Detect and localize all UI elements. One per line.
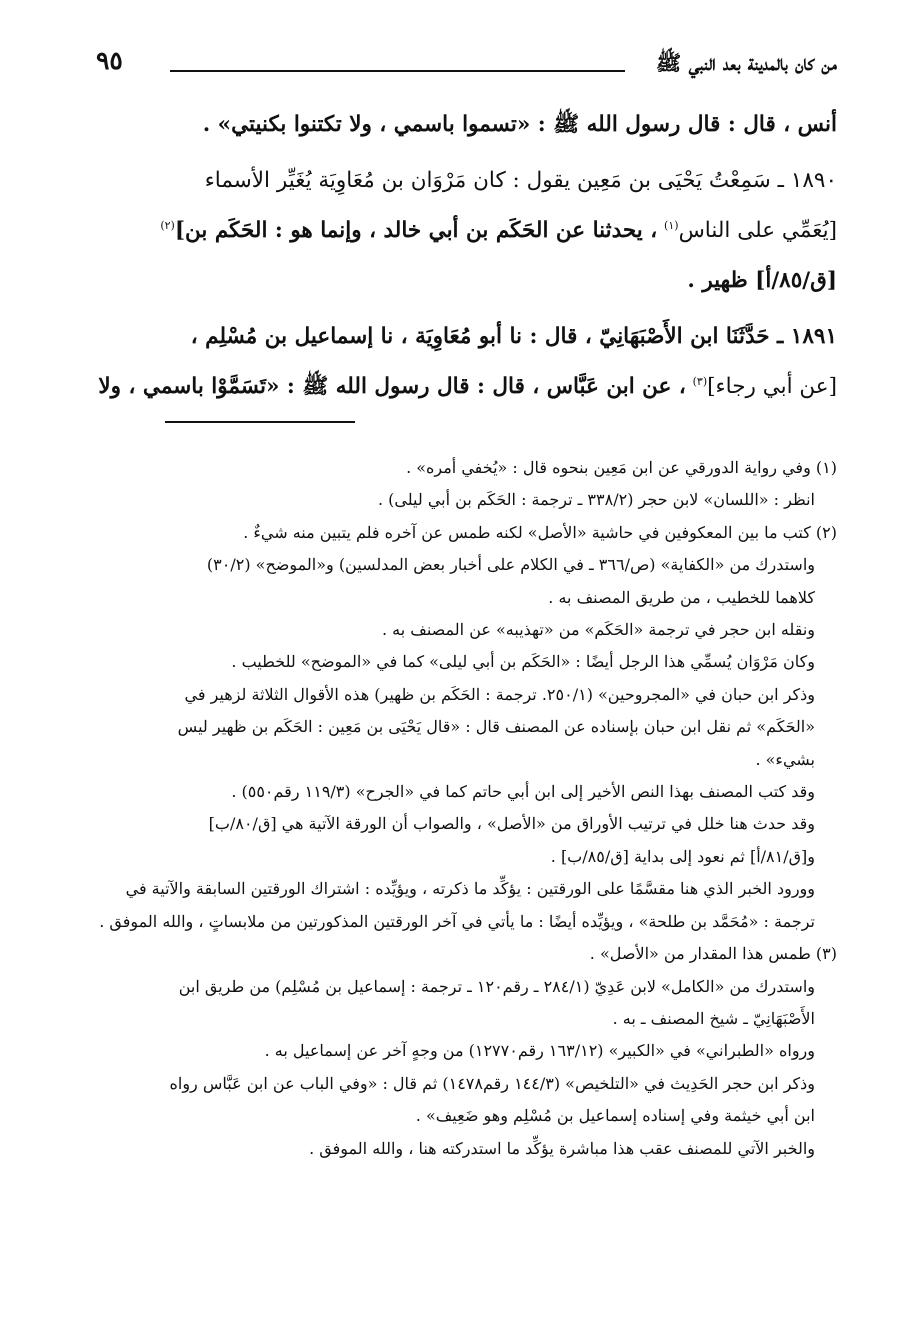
footnote-line: و[ق/٨١/أ] ثم نعود إلى بداية [ق/٨٥/ب] . xyxy=(550,846,815,866)
footnote-ref-2: (٢) xyxy=(160,218,175,232)
footnote-marker: (٣) xyxy=(815,944,837,964)
footnote-line: وورود الخبر الذي هنا مقسَّمًا على الورقتين : يؤكِّد ما ذكرته ، ويؤيِّده : اشتراك الورقتين السابقة والآتية في xyxy=(125,879,815,899)
footnote-line: واستدرك من «الكفاية» (ص/٣٦٦ ـ في الكلام على أخبار بعض المدلسين) و«الموضح» (٣٠/٢) xyxy=(206,555,815,575)
footnote-line: وكان مَرْوَان يُسمِّي هذا الرجل أيضًا : «الحَكَم بن أبي ليلى» كما في «الموضح» للخطيب . xyxy=(231,652,815,672)
footnote-line: كتب ما بين المعكوفين في حاشية «الأصل» لكنه طمس عن آخره فلم يتبين منه شيءٌ . xyxy=(243,522,811,542)
main-text xyxy=(97,100,837,412)
footnotes xyxy=(92,452,837,1165)
footnote-line: بشيء» . xyxy=(755,749,815,769)
narration-1890-line2-start: [يُعَمِّي على الناس xyxy=(678,218,837,243)
footnote-ref-1: (١) xyxy=(664,218,679,232)
footnote-3 xyxy=(92,938,837,970)
footnote-line: وذكر ابن حبان في «المجروحين» (٢٥٠/١. ترجمة : الحَكَم بن ظهير) هذه الأقوال الثلاثة لزهير في xyxy=(184,684,815,704)
main-line-anas: أنس ، قال : قال رسول الله ﷺ : «تسموا باسمي ، ولا تكتنوا بكنيتي» . xyxy=(202,112,837,137)
footnote-separator xyxy=(165,421,355,423)
header-rule xyxy=(170,70,625,72)
footnote-line: الأَصْبَهَانِيّ ـ شيخ المصنف ـ به . xyxy=(612,1008,815,1028)
footnote-line: ترجمة : «مُحَمَّد بن طلحة» ، ويؤيِّده أيضًا : ما يأتي في آخر الورقتين المذكورتين من ملابساتٍ ، والله الموفق . xyxy=(99,911,815,931)
footnote-line: كلاهما للخطيب ، من طريق المصنف به . xyxy=(548,587,815,607)
footnote-marker: (١) xyxy=(815,458,837,477)
footnote-2 xyxy=(92,517,837,549)
footnote-line: وقد كتب المصنف بهذا النص الأخير إلى ابن أبي حاتم كما في «الجرح» (١١٩/٣ رقم٥٥٠) . xyxy=(231,782,815,802)
page-number: ٩٥ xyxy=(96,46,123,75)
footnote-1 xyxy=(92,452,837,484)
narration-1891-line1: ١٨٩١ ـ حَدَّثَنَا ابن الأَصْبَهَانِيّ ، قال : نا أبو مُعَاوِيَة ، نا إسماعيل بن مُسْلِم ، xyxy=(190,324,837,349)
footnote-line: ابن أبي خيثمة وفي إسناده إسماعيل بن مُسْلِم وهو ضَعِيف» . xyxy=(415,1106,815,1126)
footnote-line: ونقله ابن حجر في ترجمة «الحَكَم» من «تهذيبه» عن المصنف به . xyxy=(381,620,815,640)
narration-1891-line2-start: [عن أبي رجاء] xyxy=(707,374,837,399)
footnote-line: انظر : «اللسان» لابن حجر (٣٣٨/٢ ـ ترجمة : الحَكَم بن أبي ليلى) . xyxy=(377,490,815,510)
narration-1891-line2 xyxy=(97,362,837,412)
running-title: من كان بالمدينة بعد النبي ﷺ xyxy=(655,50,837,75)
footnote-line: والخبر الآتي للمصنف عقب هذا مباشرة يؤكِّد ما استدركته هنا ، والله الموفق . xyxy=(309,1138,815,1158)
narration-1891-line2-end: ، عن ابن عَبَّاس ، قال : قال رسول الله ﷺ : «تَسَمَّوْا باسمي ، ولا xyxy=(98,374,686,399)
footnote-line: وقد حدث هنا خلل في ترتيب الأوراق من «الأصل» ، والصواب أن الورقة الآتية هي [ق/٨٠/ب] xyxy=(208,814,815,834)
narration-1890-line2-end: ، يحدثنا عن الحَكَم بن أبي خالد ، وإنما هو : الحَكَم بن] xyxy=(174,218,658,243)
footnote-ref-3: (٣) xyxy=(692,374,708,388)
narration-1890-line1: ١٨٩٠ ـ سَمِعْتُ يَحْيَى بن مَعِين يقول : كان مَرْوَان بن مُعَاوِيَة يُغَيِّر الأسماء xyxy=(204,168,837,193)
narration-1890-line3: [ق/٨٥/أ] ظهير . xyxy=(687,268,837,293)
footnote-line: «الحَكَم» ثم نقل ابن حبان بإسناده عن المصنف قال : «قال يَحْيَى بن مَعِين : الحَكَم بن ظهير ليس xyxy=(177,717,815,737)
footnote-line: ورواه «الطبراني» في «الكبير» (١٦٣/١٢ رقم١٢٧٧٠) من وجهٍ آخر عن إسماعيل به . xyxy=(264,1041,815,1061)
footnote-line: طمس هذا المقدار من «الأصل» . xyxy=(589,944,811,964)
footnote-line: وذكر ابن حجر الحَدِيث في «التلخيص» (١٤٤/٣ رقم١٤٧٨) ثم قال : «وفي الباب عن ابن عَبَّاس رواه xyxy=(169,1073,815,1093)
footnote-line: واستدرك من «الكامل» لابن عَدِيّ (٢٨٤/١ ـ رقم١٢٠ ـ ترجمة : إسماعيل بن مُسْلِم) من طريق ابن xyxy=(178,976,815,996)
footnote-marker: (٢) xyxy=(815,522,837,542)
footnote-line: وفي رواية الدورقي عن ابن مَعِين بنحوه قال : «يُخفي أمره» . xyxy=(406,458,811,477)
narration-1890-line2 xyxy=(97,206,837,256)
